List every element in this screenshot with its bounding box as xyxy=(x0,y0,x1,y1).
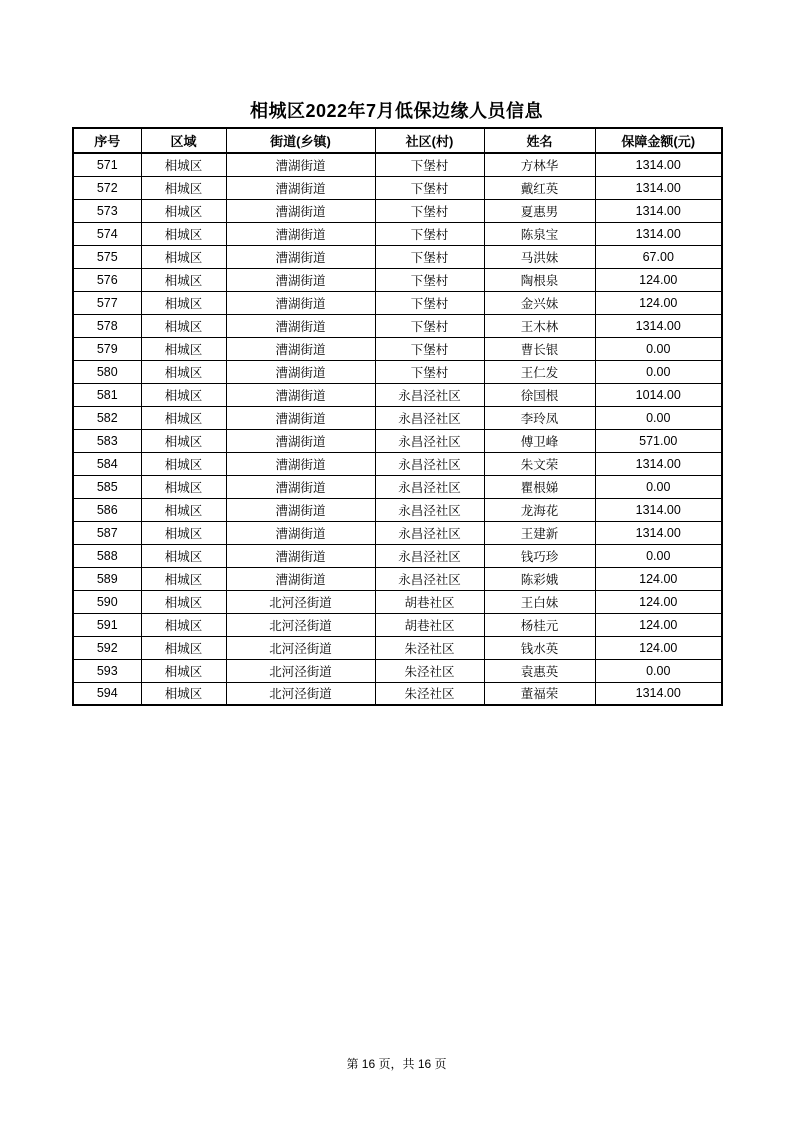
table-cell: 1314.00 xyxy=(595,498,722,521)
table-cell: 相城区 xyxy=(141,383,226,406)
table-cell: 永昌泾社区 xyxy=(375,406,484,429)
table-cell: 587 xyxy=(73,521,141,544)
table-cell: 永昌泾社区 xyxy=(375,567,484,590)
table-cell: 永昌泾社区 xyxy=(375,544,484,567)
table-row xyxy=(73,429,722,452)
table-cell: 0.00 xyxy=(595,337,722,360)
table-cell: 相城区 xyxy=(141,360,226,383)
page-title: 相城区2022年7月低保边缘人员信息 xyxy=(249,101,544,121)
table-row xyxy=(73,337,722,360)
table-cell: 572 xyxy=(73,176,141,199)
table-cell: 相城区 xyxy=(141,521,226,544)
table-cell: 徐国根 xyxy=(484,383,595,406)
table-cell: 下堡村 xyxy=(375,176,484,199)
table-header-row xyxy=(73,128,722,153)
table-cell: 1314.00 xyxy=(595,153,722,176)
table-cell: 漕湖街道 xyxy=(226,544,375,567)
table-cell: 相城区 xyxy=(141,636,226,659)
table-cell: 相城区 xyxy=(141,429,226,452)
table-cell: 相城区 xyxy=(141,199,226,222)
table-cell: 下堡村 xyxy=(375,268,484,291)
table-cell: 曹长银 xyxy=(484,337,595,360)
table-cell: 瞿根娣 xyxy=(484,475,595,498)
table-cell: 594 xyxy=(73,682,141,705)
table-cell: 胡巷社区 xyxy=(375,613,484,636)
table-cell: 永昌泾社区 xyxy=(375,521,484,544)
table-cell: 龙海花 xyxy=(484,498,595,521)
table-cell: 583 xyxy=(73,429,141,452)
column-header-street: 街道(乡镇) xyxy=(226,128,375,153)
table-cell: 马洪妹 xyxy=(484,245,595,268)
table-cell: 0.00 xyxy=(595,360,722,383)
table-cell: 陶根泉 xyxy=(484,268,595,291)
table-cell: 相城区 xyxy=(141,337,226,360)
table-cell: 581 xyxy=(73,383,141,406)
table-cell: 0.00 xyxy=(595,475,722,498)
table-cell: 北河泾街道 xyxy=(226,590,375,613)
table-cell: 1314.00 xyxy=(595,314,722,337)
column-header-region: 区域 xyxy=(141,128,226,153)
table-cell: 王仁发 xyxy=(484,360,595,383)
table-row xyxy=(73,452,722,475)
table-cell: 586 xyxy=(73,498,141,521)
table-row xyxy=(73,475,722,498)
table-cell: 589 xyxy=(73,567,141,590)
table-cell: 漕湖街道 xyxy=(226,176,375,199)
table-row xyxy=(73,636,722,659)
table-row xyxy=(73,176,722,199)
table-cell: 袁惠英 xyxy=(484,659,595,682)
table-cell: 591 xyxy=(73,613,141,636)
table-row xyxy=(73,590,722,613)
table-row xyxy=(73,291,722,314)
table-cell: 相城区 xyxy=(141,682,226,705)
table-cell: 576 xyxy=(73,268,141,291)
table-cell: 67.00 xyxy=(595,245,722,268)
table-cell: 124.00 xyxy=(595,636,722,659)
table-row xyxy=(73,521,722,544)
table-cell: 相城区 xyxy=(141,222,226,245)
table-cell: 下堡村 xyxy=(375,199,484,222)
table-cell: 漕湖街道 xyxy=(226,567,375,590)
table-cell: 584 xyxy=(73,452,141,475)
table-cell: 580 xyxy=(73,360,141,383)
table-cell: 漕湖街道 xyxy=(226,521,375,544)
table-cell: 124.00 xyxy=(595,590,722,613)
table-cell: 朱文荣 xyxy=(484,452,595,475)
table-cell: 573 xyxy=(73,199,141,222)
table-cell: 永昌泾社区 xyxy=(375,383,484,406)
table-cell: 577 xyxy=(73,291,141,314)
table-cell: 124.00 xyxy=(595,268,722,291)
table-cell: 585 xyxy=(73,475,141,498)
table-cell: 王建新 xyxy=(484,521,595,544)
table-cell: 永昌泾社区 xyxy=(375,498,484,521)
table-row xyxy=(73,659,722,682)
table-cell: 方林华 xyxy=(484,153,595,176)
table-cell: 1314.00 xyxy=(595,199,722,222)
table-cell: 1314.00 xyxy=(595,682,722,705)
table-cell: 漕湖街道 xyxy=(226,383,375,406)
table-row xyxy=(73,682,722,705)
table-cell: 北河泾街道 xyxy=(226,659,375,682)
table-cell: 漕湖街道 xyxy=(226,291,375,314)
table-cell: 漕湖街道 xyxy=(226,498,375,521)
table-cell: 相城区 xyxy=(141,291,226,314)
table-row xyxy=(73,199,722,222)
table-cell: 漕湖街道 xyxy=(226,337,375,360)
table-cell: 相城区 xyxy=(141,176,226,199)
table-cell: 590 xyxy=(73,590,141,613)
table-cell: 124.00 xyxy=(595,613,722,636)
table-cell: 578 xyxy=(73,314,141,337)
table-cell: 588 xyxy=(73,544,141,567)
table-cell: 朱泾社区 xyxy=(375,659,484,682)
table-cell: 593 xyxy=(73,659,141,682)
table-cell: 漕湖街道 xyxy=(226,452,375,475)
table-cell: 下堡村 xyxy=(375,314,484,337)
table-cell: 相城区 xyxy=(141,268,226,291)
table-cell: 北河泾街道 xyxy=(226,636,375,659)
table-cell: 漕湖街道 xyxy=(226,222,375,245)
table-cell: 漕湖街道 xyxy=(226,268,375,291)
table-cell: 1314.00 xyxy=(595,452,722,475)
table-cell: 582 xyxy=(73,406,141,429)
table-cell: 0.00 xyxy=(595,544,722,567)
table-cell: 574 xyxy=(73,222,141,245)
table-cell: 下堡村 xyxy=(375,245,484,268)
table-cell: 124.00 xyxy=(595,567,722,590)
table-cell: 1314.00 xyxy=(595,222,722,245)
table-cell: 相城区 xyxy=(141,498,226,521)
table-cell: 下堡村 xyxy=(375,360,484,383)
table-cell: 相城区 xyxy=(141,314,226,337)
table-cell: 杨桂元 xyxy=(484,613,595,636)
table-cell: 漕湖街道 xyxy=(226,429,375,452)
table-cell: 朱泾社区 xyxy=(375,682,484,705)
table-cell: 漕湖街道 xyxy=(226,360,375,383)
table-cell: 592 xyxy=(73,636,141,659)
table-cell: 相城区 xyxy=(141,659,226,682)
table-cell: 571 xyxy=(73,153,141,176)
table-cell: 相城区 xyxy=(141,613,226,636)
table-row xyxy=(73,613,722,636)
table-cell: 0.00 xyxy=(595,659,722,682)
table-cell: 永昌泾社区 xyxy=(375,475,484,498)
table-body xyxy=(73,153,722,705)
table-row xyxy=(73,544,722,567)
table-cell: 李玲凤 xyxy=(484,406,595,429)
table-cell: 124.00 xyxy=(595,291,722,314)
table-row xyxy=(73,567,722,590)
table-row xyxy=(73,153,722,176)
table-cell: 漕湖街道 xyxy=(226,153,375,176)
table-cell: 漕湖街道 xyxy=(226,245,375,268)
table-cell: 永昌泾社区 xyxy=(375,452,484,475)
table-cell: 傅卫峰 xyxy=(484,429,595,452)
table-cell: 漕湖街道 xyxy=(226,314,375,337)
table-cell: 579 xyxy=(73,337,141,360)
table-cell: 相城区 xyxy=(141,153,226,176)
table-cell: 钱水英 xyxy=(484,636,595,659)
table-row xyxy=(73,360,722,383)
table-cell: 下堡村 xyxy=(375,337,484,360)
table-cell: 下堡村 xyxy=(375,222,484,245)
table-cell: 金兴妹 xyxy=(484,291,595,314)
table-row xyxy=(73,222,722,245)
table-cell: 1314.00 xyxy=(595,176,722,199)
table-cell: 董福荣 xyxy=(484,682,595,705)
table-cell: 王木林 xyxy=(484,314,595,337)
table-cell: 相城区 xyxy=(141,452,226,475)
table-cell: 北河泾街道 xyxy=(226,613,375,636)
table-cell: 相城区 xyxy=(141,406,226,429)
table-row xyxy=(73,406,722,429)
table-cell: 相城区 xyxy=(141,544,226,567)
table-cell: 相城区 xyxy=(141,475,226,498)
column-header-name: 姓名 xyxy=(484,128,595,153)
table-cell: 钱巧珍 xyxy=(484,544,595,567)
table-cell: 陈泉宝 xyxy=(484,222,595,245)
table-cell: 戴红英 xyxy=(484,176,595,199)
table-cell: 571.00 xyxy=(595,429,722,452)
table-cell: 永昌泾社区 xyxy=(375,429,484,452)
table-cell: 漕湖街道 xyxy=(226,199,375,222)
table-cell: 王白妹 xyxy=(484,590,595,613)
table-cell: 漕湖街道 xyxy=(226,406,375,429)
table-cell: 相城区 xyxy=(141,590,226,613)
table-cell: 0.00 xyxy=(595,406,722,429)
column-header-index: 序号 xyxy=(73,128,141,153)
table-cell: 575 xyxy=(73,245,141,268)
benefit-info-table xyxy=(72,127,723,706)
table-row xyxy=(73,383,722,406)
table-row xyxy=(73,245,722,268)
table-cell: 相城区 xyxy=(141,245,226,268)
table-cell: 下堡村 xyxy=(375,153,484,176)
table-cell: 1014.00 xyxy=(595,383,722,406)
table-cell: 相城区 xyxy=(141,567,226,590)
table-cell: 胡巷社区 xyxy=(375,590,484,613)
column-header-community: 社区(村) xyxy=(375,128,484,153)
page-number-indicator: 第 16 页，共 16 页 xyxy=(346,1057,447,1071)
table-cell: 漕湖街道 xyxy=(226,475,375,498)
table-row xyxy=(73,498,722,521)
table-cell: 朱泾社区 xyxy=(375,636,484,659)
table-cell: 陈彩娥 xyxy=(484,567,595,590)
table-row xyxy=(73,268,722,291)
table-cell: 下堡村 xyxy=(375,291,484,314)
table-row xyxy=(73,314,722,337)
column-header-amount: 保障金额(元) xyxy=(595,128,722,153)
table-cell: 北河泾街道 xyxy=(226,682,375,705)
table-cell: 1314.00 xyxy=(595,521,722,544)
table-cell: 夏惠男 xyxy=(484,199,595,222)
